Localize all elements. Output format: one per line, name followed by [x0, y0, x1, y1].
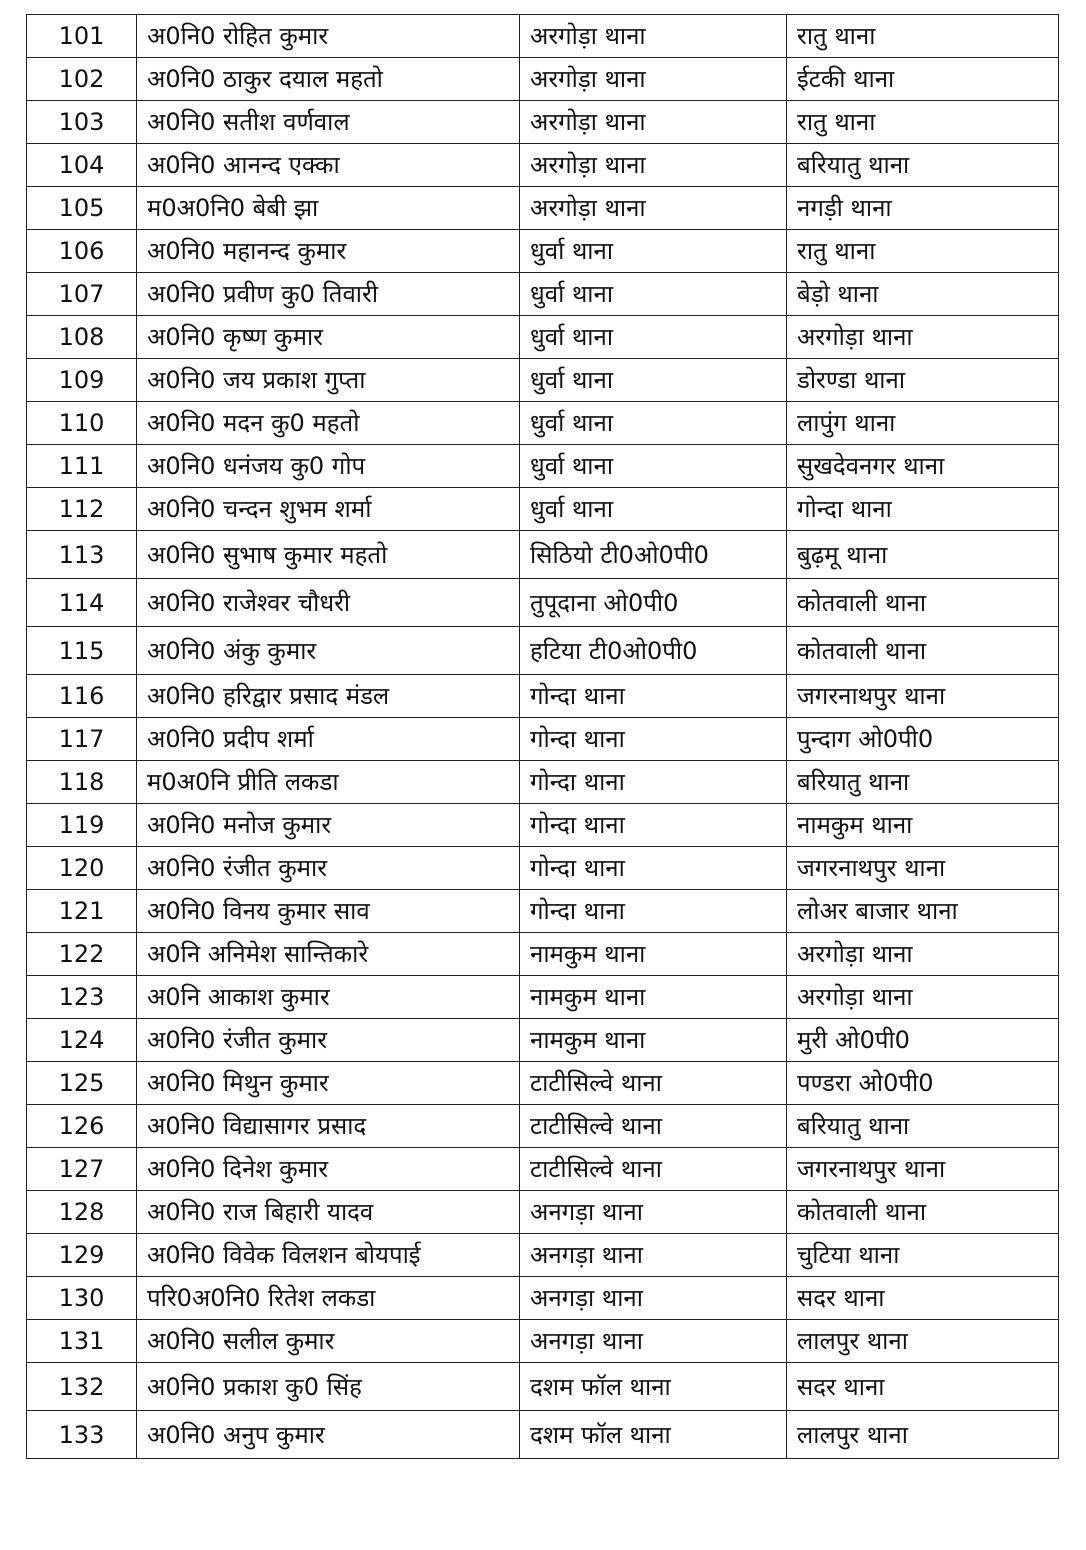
officer-name: अ0नि0 सतीश वर्णवाल [137, 101, 520, 144]
table-row [27, 1411, 1059, 1459]
current-posting: हटिया टी0ओ0पी0 [520, 627, 787, 675]
serial-number: 126 [27, 1105, 137, 1148]
current-posting: दशम फॉल थाना [520, 1411, 787, 1459]
officer-name: अ0नि0 राज बिहारी यादव [137, 1191, 520, 1234]
table-row [27, 101, 1059, 144]
new-posting: रातु थाना [787, 15, 1059, 58]
new-posting: जगरनाथपुर थाना [787, 847, 1059, 890]
transfer-table [26, 14, 1059, 1459]
new-posting: पुन्दाग ओ0पी0 [787, 718, 1059, 761]
officer-name: अ0नि0 विद्यासागर प्रसाद [137, 1105, 520, 1148]
new-posting: डोरण्डा थाना [787, 359, 1059, 402]
officer-name: अ0नि0 रंजीत कुमार [137, 1019, 520, 1062]
officer-name: अ0नि0 विवेक विलशन बोयपाई [137, 1234, 520, 1277]
serial-number: 122 [27, 933, 137, 976]
serial-number: 119 [27, 804, 137, 847]
current-posting: गोन्दा थाना [520, 761, 787, 804]
new-posting: अरगोड़ा थाना [787, 976, 1059, 1019]
table-row [27, 1320, 1059, 1363]
serial-number: 113 [27, 531, 137, 579]
serial-number: 131 [27, 1320, 137, 1363]
officer-name: अ0नि0 मदन कु0 महतो [137, 402, 520, 445]
table-row [27, 531, 1059, 579]
serial-number: 102 [27, 58, 137, 101]
current-posting: टाटीसिल्वे थाना [520, 1062, 787, 1105]
officer-name: अ0नि0 जय प्रकाश गुप्ता [137, 359, 520, 402]
serial-number: 107 [27, 273, 137, 316]
table-row [27, 847, 1059, 890]
serial-number: 121 [27, 890, 137, 933]
table-row [27, 1062, 1059, 1105]
serial-number: 116 [27, 675, 137, 718]
officer-name: अ0नि0 हरिद्वार प्रसाद मंडल [137, 675, 520, 718]
current-posting: अरगोड़ा थाना [520, 187, 787, 230]
officer-name: अ0नि0 राजेश्वर चौधरी [137, 579, 520, 627]
current-posting: अरगोड़ा थाना [520, 15, 787, 58]
new-posting: पण्डरा ओ0पी0 [787, 1062, 1059, 1105]
current-posting: धुर्वा थाना [520, 230, 787, 273]
new-posting: जगरनाथपुर थाना [787, 675, 1059, 718]
new-posting: रातु थाना [787, 230, 1059, 273]
serial-number: 130 [27, 1277, 137, 1320]
table-row [27, 359, 1059, 402]
current-posting: टाटीसिल्वे थाना [520, 1105, 787, 1148]
officer-name: अ0नि0 प्रदीप शर्मा [137, 718, 520, 761]
serial-number: 125 [27, 1062, 137, 1105]
table-row [27, 187, 1059, 230]
new-posting: गोन्दा थाना [787, 488, 1059, 531]
table-row [27, 58, 1059, 101]
officer-name: अ0नि0 रोहित कुमार [137, 15, 520, 58]
officer-name: अ0नि0 अंकु कुमार [137, 627, 520, 675]
current-posting: गोन्दा थाना [520, 718, 787, 761]
current-posting: गोन्दा थाना [520, 890, 787, 933]
current-posting: गोन्दा थाना [520, 847, 787, 890]
new-posting: सुखदेवनगर थाना [787, 445, 1059, 488]
current-posting: अनगड़ा थाना [520, 1277, 787, 1320]
officer-name: अ0नि0 कृष्ण कुमार [137, 316, 520, 359]
serial-number: 108 [27, 316, 137, 359]
serial-number: 106 [27, 230, 137, 273]
current-posting: धुर्वा थाना [520, 488, 787, 531]
serial-number: 132 [27, 1363, 137, 1411]
serial-number: 109 [27, 359, 137, 402]
current-posting: अनगड़ा थाना [520, 1320, 787, 1363]
table-row [27, 1148, 1059, 1191]
serial-number: 129 [27, 1234, 137, 1277]
table-row [27, 627, 1059, 675]
table-row [27, 316, 1059, 359]
table-row [27, 273, 1059, 316]
serial-number: 128 [27, 1191, 137, 1234]
current-posting: टाटीसिल्वे थाना [520, 1148, 787, 1191]
table-row [27, 675, 1059, 718]
officer-name: अ0नि0 विनय कुमार साव [137, 890, 520, 933]
new-posting: अरगोड़ा थाना [787, 316, 1059, 359]
officer-name: अ0नि0 सलील कुमार [137, 1320, 520, 1363]
new-posting: बेड़ो थाना [787, 273, 1059, 316]
serial-number: 127 [27, 1148, 137, 1191]
new-posting: कोतवाली थाना [787, 579, 1059, 627]
new-posting: नामकुम थाना [787, 804, 1059, 847]
current-posting: धुर्वा थाना [520, 316, 787, 359]
current-posting: नामकुम थाना [520, 976, 787, 1019]
officer-name: म0अ0नि0 बेबी झा [137, 187, 520, 230]
officer-name: अ0नि0 महानन्द कुमार [137, 230, 520, 273]
current-posting: अनगड़ा थाना [520, 1191, 787, 1234]
serial-number: 112 [27, 488, 137, 531]
officer-name: अ0नि0 अनुप कुमार [137, 1411, 520, 1459]
new-posting: अरगोड़ा थाना [787, 933, 1059, 976]
current-posting: धुर्वा थाना [520, 359, 787, 402]
new-posting: जगरनाथपुर थाना [787, 1148, 1059, 1191]
table-row [27, 1234, 1059, 1277]
table-row [27, 1277, 1059, 1320]
table-row [27, 933, 1059, 976]
table-row [27, 890, 1059, 933]
table-row [27, 976, 1059, 1019]
officer-name: अ0नि0 आनन्द एक्का [137, 144, 520, 187]
officer-name: अ0नि0 धनंजय कु0 गोप [137, 445, 520, 488]
serial-number: 105 [27, 187, 137, 230]
table-row [27, 1105, 1059, 1148]
serial-number: 120 [27, 847, 137, 890]
table-row [27, 1191, 1059, 1234]
current-posting: अरगोड़ा थाना [520, 58, 787, 101]
serial-number: 123 [27, 976, 137, 1019]
new-posting: लालपुर थाना [787, 1320, 1059, 1363]
serial-number: 115 [27, 627, 137, 675]
new-posting: सदर थाना [787, 1363, 1059, 1411]
current-posting: सिठियो टी0ओ0पी0 [520, 531, 787, 579]
serial-number: 104 [27, 144, 137, 187]
officer-name: अ0नि0 रंजीत कुमार [137, 847, 520, 890]
table-row [27, 718, 1059, 761]
new-posting: बुढ़मू थाना [787, 531, 1059, 579]
new-posting: बरियातु थाना [787, 1105, 1059, 1148]
officer-name: परि0अ0नि0 रितेश लकडा [137, 1277, 520, 1320]
current-posting: अरगोड़ा थाना [520, 101, 787, 144]
new-posting: नगड़ी थाना [787, 187, 1059, 230]
serial-number: 124 [27, 1019, 137, 1062]
current-posting: गोन्दा थाना [520, 675, 787, 718]
officer-name: अ0नि0 मनोज कुमार [137, 804, 520, 847]
table-row [27, 761, 1059, 804]
table-row [27, 1363, 1059, 1411]
serial-number: 110 [27, 402, 137, 445]
table-row [27, 15, 1059, 58]
officer-name: अ0नि0 सुभाष कुमार महतो [137, 531, 520, 579]
new-posting: बरियातु थाना [787, 144, 1059, 187]
current-posting: गोन्दा थाना [520, 804, 787, 847]
officer-name: अ0नि0 चन्दन शुभम शर्मा [137, 488, 520, 531]
table-row [27, 230, 1059, 273]
new-posting: ईटकी थाना [787, 58, 1059, 101]
current-posting: धुर्वा थाना [520, 273, 787, 316]
new-posting: बरियातु थाना [787, 761, 1059, 804]
current-posting: धुर्वा थाना [520, 445, 787, 488]
new-posting: लापुंग थाना [787, 402, 1059, 445]
new-posting: रातु थाना [787, 101, 1059, 144]
officer-name: अ0नि0 प्रकाश कु0 सिंह [137, 1363, 520, 1411]
officer-name: अ0नि0 प्रवीण कु0 तिवारी [137, 273, 520, 316]
serial-number: 101 [27, 15, 137, 58]
officer-name: अ0नि अनिमेश सान्तिकारे [137, 933, 520, 976]
transfer-table-body [27, 15, 1059, 1459]
current-posting: अरगोड़ा थाना [520, 144, 787, 187]
new-posting: मुरी ओ0पी0 [787, 1019, 1059, 1062]
new-posting: सदर थाना [787, 1277, 1059, 1320]
serial-number: 117 [27, 718, 137, 761]
new-posting: लालपुर थाना [787, 1411, 1059, 1459]
serial-number: 111 [27, 445, 137, 488]
officer-name: अ0नि0 ठाकुर दयाल महतो [137, 58, 520, 101]
new-posting: लोअर बाजार थाना [787, 890, 1059, 933]
current-posting: नामकुम थाना [520, 1019, 787, 1062]
transfer-list-sheet [26, 14, 1058, 1459]
officer-name: म0अ0नि प्रीति लकडा [137, 761, 520, 804]
serial-number: 114 [27, 579, 137, 627]
table-row [27, 144, 1059, 187]
new-posting: चुटिया थाना [787, 1234, 1059, 1277]
officer-name: अ0नि0 मिथुन कुमार [137, 1062, 520, 1105]
table-row [27, 1019, 1059, 1062]
new-posting: कोतवाली थाना [787, 1191, 1059, 1234]
current-posting: धुर्वा थाना [520, 402, 787, 445]
serial-number: 103 [27, 101, 137, 144]
current-posting: अनगड़ा थाना [520, 1234, 787, 1277]
new-posting: कोतवाली थाना [787, 627, 1059, 675]
current-posting: नामकुम थाना [520, 933, 787, 976]
table-row [27, 402, 1059, 445]
table-row [27, 804, 1059, 847]
table-row [27, 488, 1059, 531]
officer-name: अ0नि0 दिनेश कुमार [137, 1148, 520, 1191]
officer-name: अ0नि आकाश कुमार [137, 976, 520, 1019]
current-posting: तुपूदाना ओ0पी0 [520, 579, 787, 627]
serial-number: 118 [27, 761, 137, 804]
table-row [27, 445, 1059, 488]
serial-number: 133 [27, 1411, 137, 1459]
current-posting: दशम फॉल थाना [520, 1363, 787, 1411]
table-row [27, 579, 1059, 627]
